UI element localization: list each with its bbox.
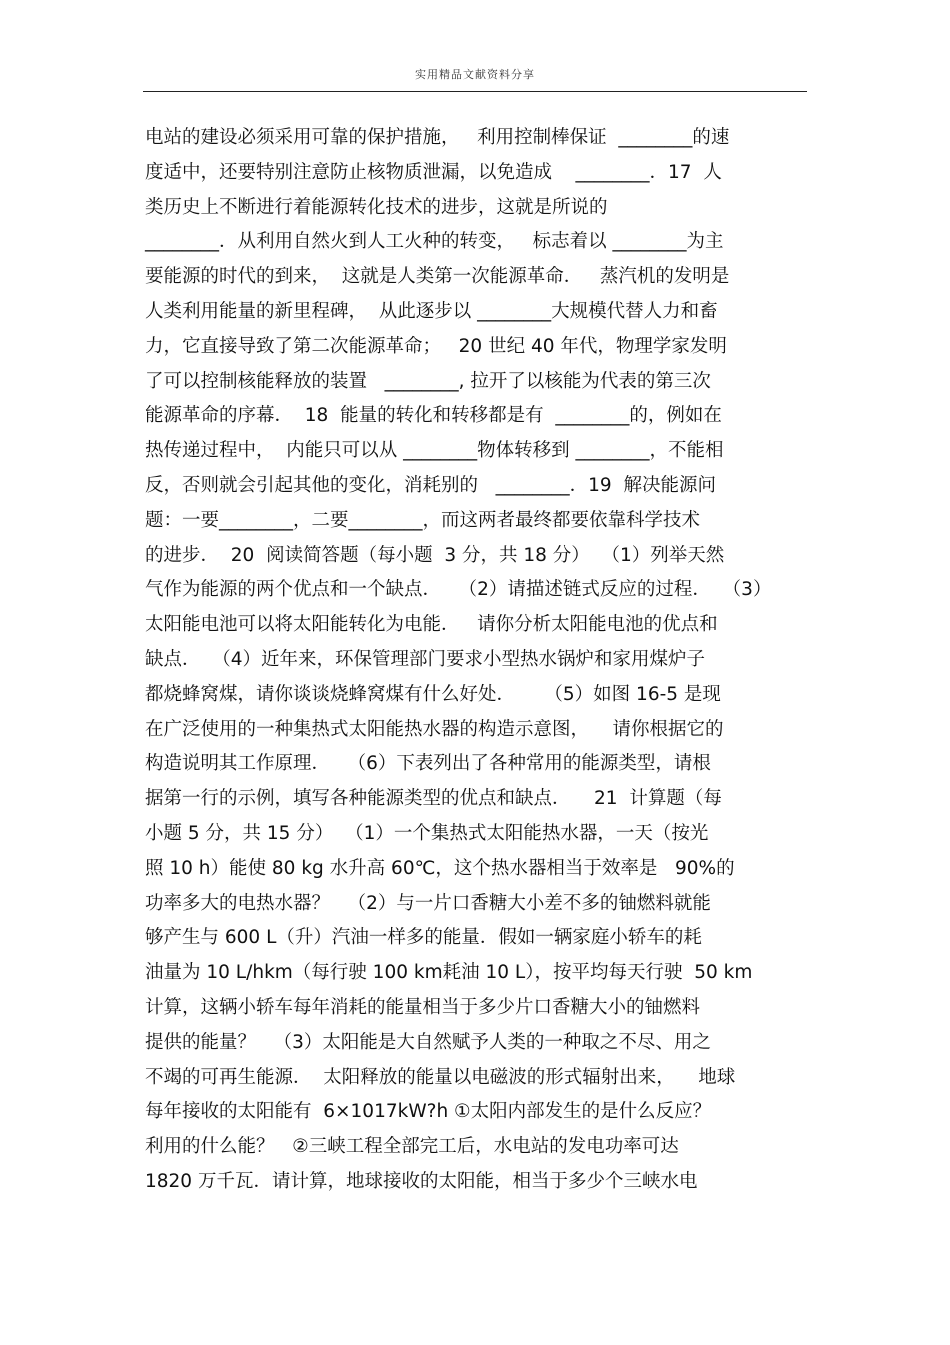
text-line: 题：一要________，二要________，而这两者最终都要依靠科学技术 (145, 509, 701, 531)
text-line: 计算，这辆小轿车每年消耗的能量相当于多少片口香糖大小的铀燃料 (145, 996, 701, 1018)
text-line: 小题 5 分，共 15 分） （1）一个集热式太阳能热水器，一天（按光 (145, 822, 709, 844)
text-line: 油量为 10 L/hkm（每行驶 100 km耗油 10 L），按平均每天行驶 50 km (145, 962, 753, 984)
text-line: 气作为能源的两个优点和一个缺点． （2）请描述链式反应的过程． （3） (145, 579, 772, 601)
page-header-title: 实用精品文献资料分享 (415, 68, 535, 81)
header-divider (143, 91, 807, 92)
text-line: 缺点． （4）近年来，环保管理部门要求小型热水锅炉和家用煤炉子 (145, 648, 706, 670)
text-line: 要能源的时代的到来， 这就是人类第一次能源革命． 蒸汽机的发明是 (145, 266, 730, 288)
text-line: 据第一行的示例，填写各种能源类型的优点和缺点． 21 计算题（每 (145, 788, 722, 810)
text-line: 提供的能量？ （3）太阳能是大自然赋予人类的一种取之不尽、用之 (145, 1031, 711, 1053)
text-line: 人类利用能量的新里程碑， 从此逐步以 ________大规模代替人力和畜 (145, 300, 718, 322)
text-line: 能源革命的序幕． 18 能量的转化和转移都是有 ________的，例如在 (145, 405, 722, 427)
text-line: 利用的什么能？ ②三峡工程全部完工后，水电站的发电功率可达 (145, 1136, 679, 1158)
text-line: 每年接收的太阳能有 6×1017kW?h ①太阳内部发生的是什么反应？ (145, 1101, 712, 1123)
text-line: 反，否则就会引起其他的变化，消耗别的 ________．19 解决能源问 (145, 474, 716, 496)
text-line: ________．从利用自然火到人工火种的转变， 标志着以 ________为主 (145, 231, 724, 253)
text-line: 在广泛使用的一种集热式太阳能热水器的构造示意图， 请你根据它的 (145, 718, 724, 740)
text-line: 电站的建设必须采用可靠的保护措施， 利用控制棒保证 ________的速 (145, 127, 730, 148)
text-line: 了可以控制核能释放的装置 ________, 拉开了以核能为代表的第三次 (145, 370, 711, 392)
text-line: 1820 万千瓦．请计算，地球接收的太阳能，相当于多少个三峡水电 (145, 1170, 698, 1192)
text-line: 功率多大的电热水器？ （2）与一片口香糖大小差不多的铀燃料就能 (145, 892, 711, 914)
text-line: 构造说明其工作原理． （6）下表列出了各种常用的能源类型，请根 (145, 753, 711, 775)
text-line: 够产生与 600 L（升）汽油一样多的能量．假如一辆家庭小轿车的耗 (145, 927, 702, 949)
text-line: 热传递过程中， 内能只可以从 ________物体转移到 ________，不能相 (145, 440, 724, 462)
text-line: 不竭的可再生能源． 太阳释放的能量以电磁波的形式辐射出来， 地球 (145, 1066, 736, 1088)
text-line: 都烧蜂窝煤，请你谈谈烧蜂窝煤有什么好处． （5）如图 16-5 是现 (145, 683, 721, 705)
text-line: 力，它直接导致了第二次能源革命； 20 世纪 40 年代，物理学家发明 (145, 335, 727, 357)
text-line: 的进步． 20 阅读简答题（每小题 3 分，共 18 分） （1）列举天然 (145, 544, 725, 566)
text-line: 类历史上不断进行着能源转化技术的进步，这就是所说的 (145, 196, 608, 218)
text-line: 照 10 h）能使 80 kg 水升高 60℃，这个热水器相当于效率是 90%的 (145, 857, 735, 879)
text-line: 太阳能电池可以将太阳能转化为电能． 请你分析太阳能电池的优点和 (145, 614, 718, 636)
document-body (145, 121, 825, 1200)
text-line: 度适中，还要特别注意防止核物质泄漏，以免造成 ________．17 人 (145, 161, 722, 183)
